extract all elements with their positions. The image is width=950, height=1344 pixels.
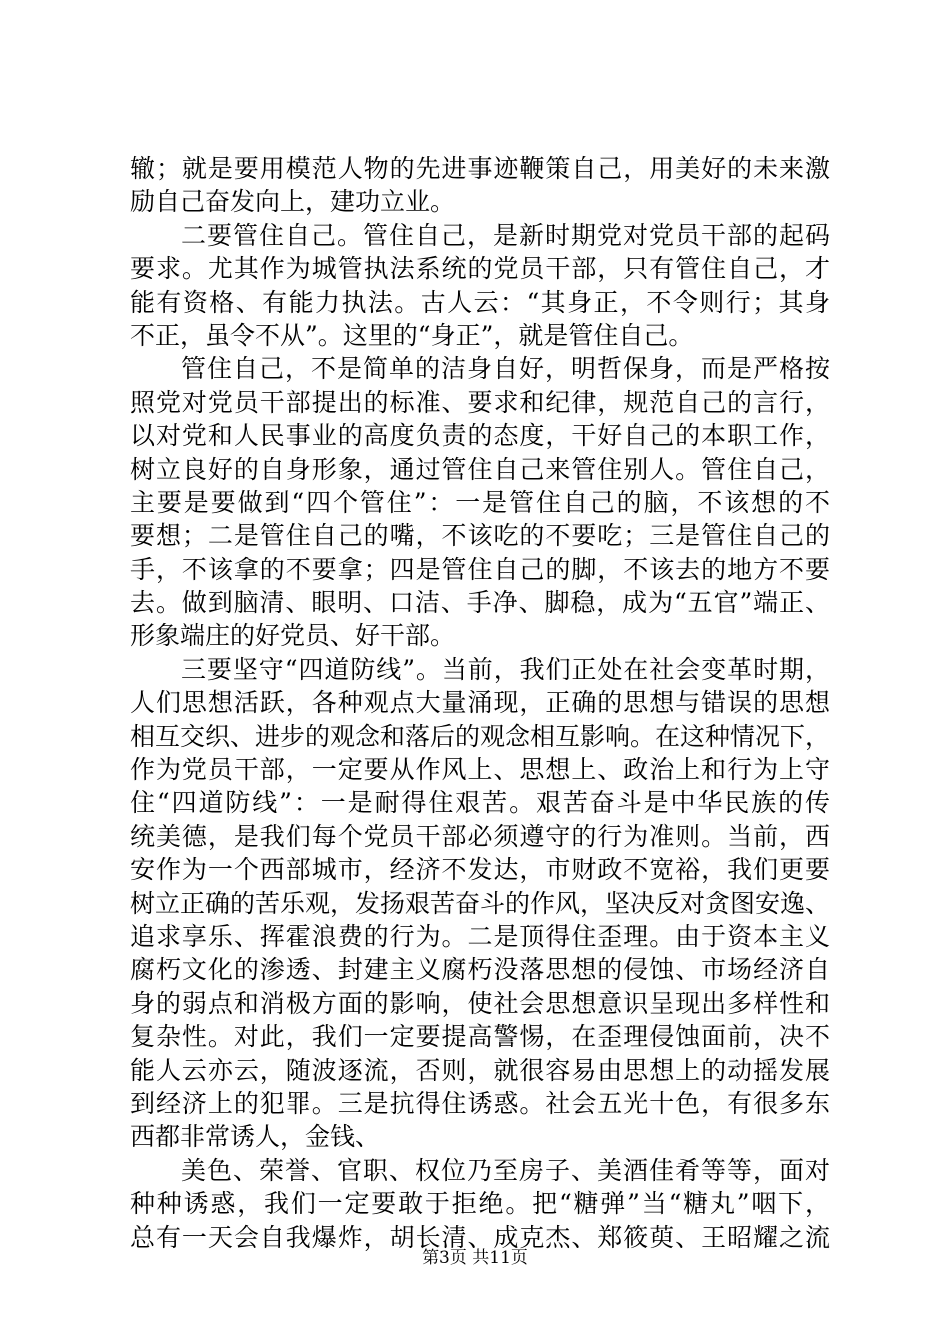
text-line: 到经济上的犯罪。三是抗得住诱惑。社会五光十色，有很多东 <box>130 1088 830 1118</box>
text-line: 能人云亦云，随波逐流，否则，就很容易由思想上的动摇发展 <box>130 1055 830 1085</box>
text-line: 树立正确的苦乐观，发扬艰苦奋斗的作风，坚决反对贪图安逸、 <box>130 888 831 918</box>
text-line: 西都非常诱人，金钱、 <box>130 1122 381 1152</box>
text-line: 统美德，是我们每个党员干部必须遵守的行为准则。当前，西 <box>130 821 830 851</box>
body-text <box>130 152 830 1254</box>
text-line: 以对党和人民事业的高度负责的态度，干好自己的本职工作， <box>130 421 830 451</box>
text-line: 腐朽文化的渗透、封建主义腐朽没落思想的侵蚀、市场经济自 <box>130 955 830 985</box>
text-line: 形象端庄的好党员、好干部。 <box>130 621 456 651</box>
text-line: 要想；二是管住自己的嘴，不该吃的不要吃；三是管住自己的 <box>130 521 830 551</box>
text-line: 励自己奋发向上，建功立业。 <box>130 187 456 217</box>
page-footer: 第3页 共11页 <box>422 1248 528 1268</box>
text-line: 二要管住自己。管住自己，是新时期党对党员干部的起码 <box>181 220 830 250</box>
text-line: 相互交织、进步的观念和落后的观念相互影响。在这种情况下， <box>130 721 831 751</box>
text-line: 人们思想活跃，各种观点大量涌现，正确的思想与错误的思想 <box>130 688 830 718</box>
text-line: 树立良好的自身形象，通过管住自己来管住别人。管住自己， <box>130 454 830 484</box>
text-line: 辙；就是要用模范人物的先进事迹鞭策自己，用美好的未来激 <box>130 154 830 183</box>
text-line: 作为党员干部，一定要从作风上、思想上、政治上和行为上守 <box>130 755 830 785</box>
text-line: 三要坚守“四道防线”。当前，我们正处在社会变革时期， <box>181 654 830 684</box>
text-line: 要求。尤其作为城管执法系统的党员干部，只有管住自己，才 <box>130 254 830 284</box>
text-line: 不正，虽令不从”。这里的“身正”，就是管住自己。 <box>130 320 694 350</box>
text-line: 美色、荣誉、官职、权位乃至房子、美酒佳肴等等，面对 <box>181 1155 830 1185</box>
text-line: 照党对党员干部提出的标准、要求和纪律，规范自己的言行， <box>130 387 830 417</box>
text-line: 总有一天会自我爆炸，胡长清、成克杰、郑筱萸、王昭耀之流 <box>130 1222 830 1252</box>
text-line: 能有资格、有能力执法。古人云：“其身正，不令则行；其身 <box>130 287 830 317</box>
text-line: 手，不该拿的不要拿；四是管住自己的脚，不该去的地方不要 <box>130 554 830 584</box>
text-line: 追求享乐、挥霍浪费的行为。二是顶得住歪理。由于资本主义 <box>130 921 830 951</box>
text-line: 住“四道防线”：一是耐得住艰苦。艰苦奋斗是中华民族的传 <box>130 788 830 818</box>
text-line: 复杂性。对此，我们一定要提高警惕，在歪理侵蚀面前，决不 <box>130 1022 830 1052</box>
text-line: 主要是要做到“四个管住”：一是管住自己的脑，不该想的不 <box>130 487 830 517</box>
text-line: 管住自己，不是简单的洁身自好，明哲保身，而是严格按 <box>181 354 830 384</box>
text-line: 身的弱点和消极方面的影响，使社会思想意识呈现出多样性和 <box>130 988 830 1018</box>
text-line: 种种诱惑，我们一定要敢于拒绝。把“糖弹”当“糖丸”咽下， <box>130 1189 830 1219</box>
text-line: 安作为一个西部城市，经济不发达，市财政不宽裕，我们更要 <box>130 855 830 885</box>
text-line: 去。做到脑清、眼明、口洁、手净、脚稳，成为“五官”端正、 <box>130 588 830 618</box>
